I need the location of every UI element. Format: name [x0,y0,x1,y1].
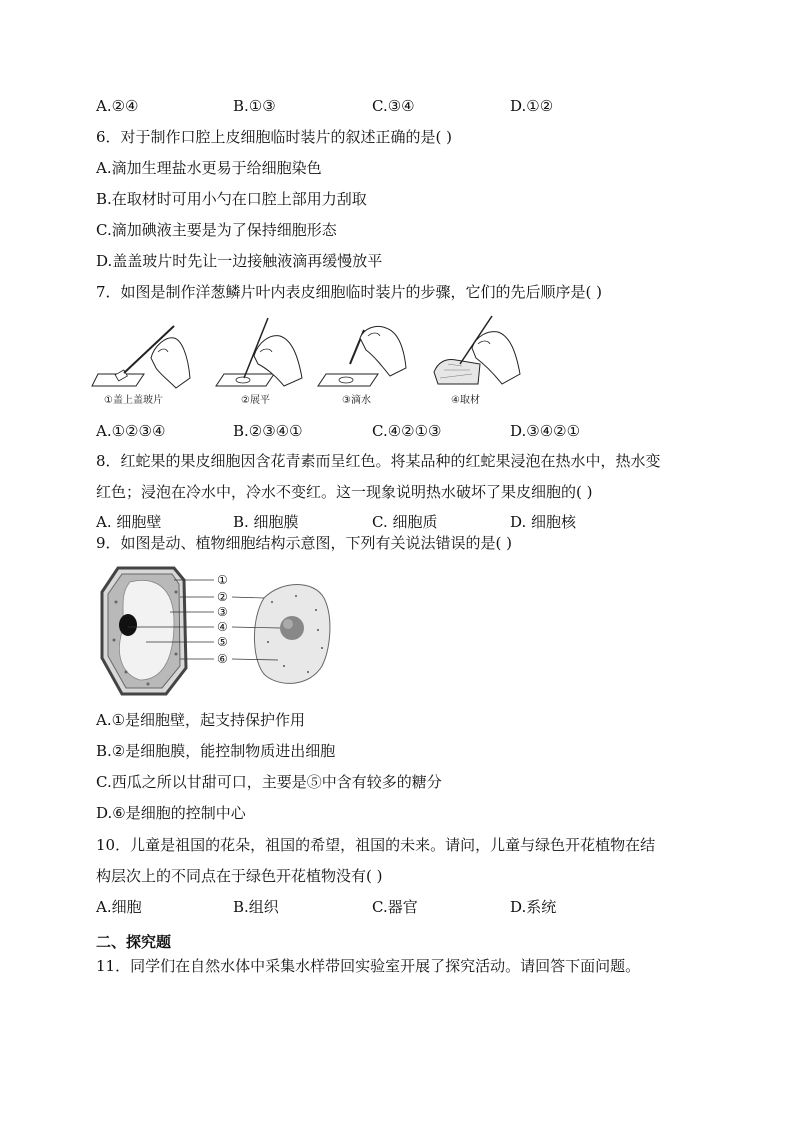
step-add-water-illustration [320,318,420,390]
q6-option-a: A.滴加生理盐水更易于给细胞染色 [96,159,322,177]
step-flatten-illustration [218,312,318,390]
q6-option-c: C.滴加碘液主要是为了保持细胞形态 [96,221,337,239]
q5-option-a: A.②④ [96,97,139,115]
caption-step-3: ③滴水 [342,395,371,406]
diagram-label-5: ⑤ [217,635,228,649]
diagram-label-6: ⑥ [217,652,228,666]
q9-option-b: B.②是细胞膜，能控制物质进出细胞 [96,742,336,760]
q5-option-d: D.①② [510,97,554,115]
diagram-label-3: ③ [217,605,228,619]
q9-option-c: C.西瓜之所以甘甜可口，主要是⑤中含有较多的糖分 [96,773,442,791]
q10-option-b: B.组织 [233,898,279,916]
q7-option-c: C.④②①③ [372,422,442,440]
animal-cell-nucleus [280,616,304,640]
step-take-sample-illustration [432,312,528,390]
q8-stem-line-1: 8．红蛇果的果皮细胞因含花青素而呈红色。将某品种的红蛇果浸泡在热水中，热水变 [96,452,661,470]
q9-stem: 9．如图是动、植物细胞结构示意图，下列有关说法错误的是( ) [96,534,513,552]
q7-option-b: B.②③④① [233,422,303,440]
q10-stem-line-1: 10．儿童是祖国的花朵，祖国的希望，祖国的未来。请问，儿童与绿色开花植物在结 [96,836,656,854]
caption-step-2: ②展平 [241,395,270,406]
q8-option-a: A. 细胞壁 [96,513,162,531]
section-title: 二、探究题 [96,933,172,951]
q7-stem: 7．如图是制作洋葱鳞片叶内表皮细胞临时装片的步骤，它们的先后顺序是( ) [96,283,603,301]
q9-option-a: A.①是细胞壁，起支持保护作用 [96,711,306,729]
q7-option-d: D.③④②① [510,422,581,440]
q7-option-a: A.①②③④ [96,422,166,440]
q5-option-c: C.③④ [372,97,415,115]
diagram-label-1: ① [217,573,228,587]
q10-option-a: A.细胞 [96,898,142,916]
q6-option-d: D.盖盖玻片时先让一边接触液滴再缓慢放平 [96,252,383,270]
q10-option-c: C.器官 [372,898,418,916]
q6-option-b: B.在取材时可用小勺在口腔上部用力刮取 [96,190,367,208]
q9-option-d: D.⑥是细胞的控制中心 [96,804,246,822]
caption-step-1: ①盖上盖玻片 [104,395,163,406]
plant-cell-nucleus [119,614,137,636]
diagram-label-2: ② [217,590,228,604]
q6-stem: 6．对于制作口腔上皮细胞临时装片的叙述正确的是( ) [96,128,453,146]
q8-option-b: B. 细胞膜 [233,513,299,531]
caption-step-4: ④取材 [451,395,480,406]
q10-option-d: D.系统 [510,898,557,916]
diagram-label-4: ④ [217,620,228,634]
q11-stem: 11．同学们在自然水体中采集水样带回实验室开展了探究活动。请回答下面问题。 [96,957,641,975]
step-cover-slip-illustration [96,318,196,390]
q8-stem-line-2: 红色；浸泡在冷水中，冷水不变红。这一现象说明热水破坏了果皮细胞的( ) [96,483,593,501]
q8-option-d: D. 细胞核 [510,513,577,531]
q10-stem-line-2: 构层次上的不同点在于绿色开花植物没有( ) [96,867,383,885]
q8-option-c: C. 细胞质 [372,513,438,531]
q5-option-b: B.①③ [233,97,276,115]
